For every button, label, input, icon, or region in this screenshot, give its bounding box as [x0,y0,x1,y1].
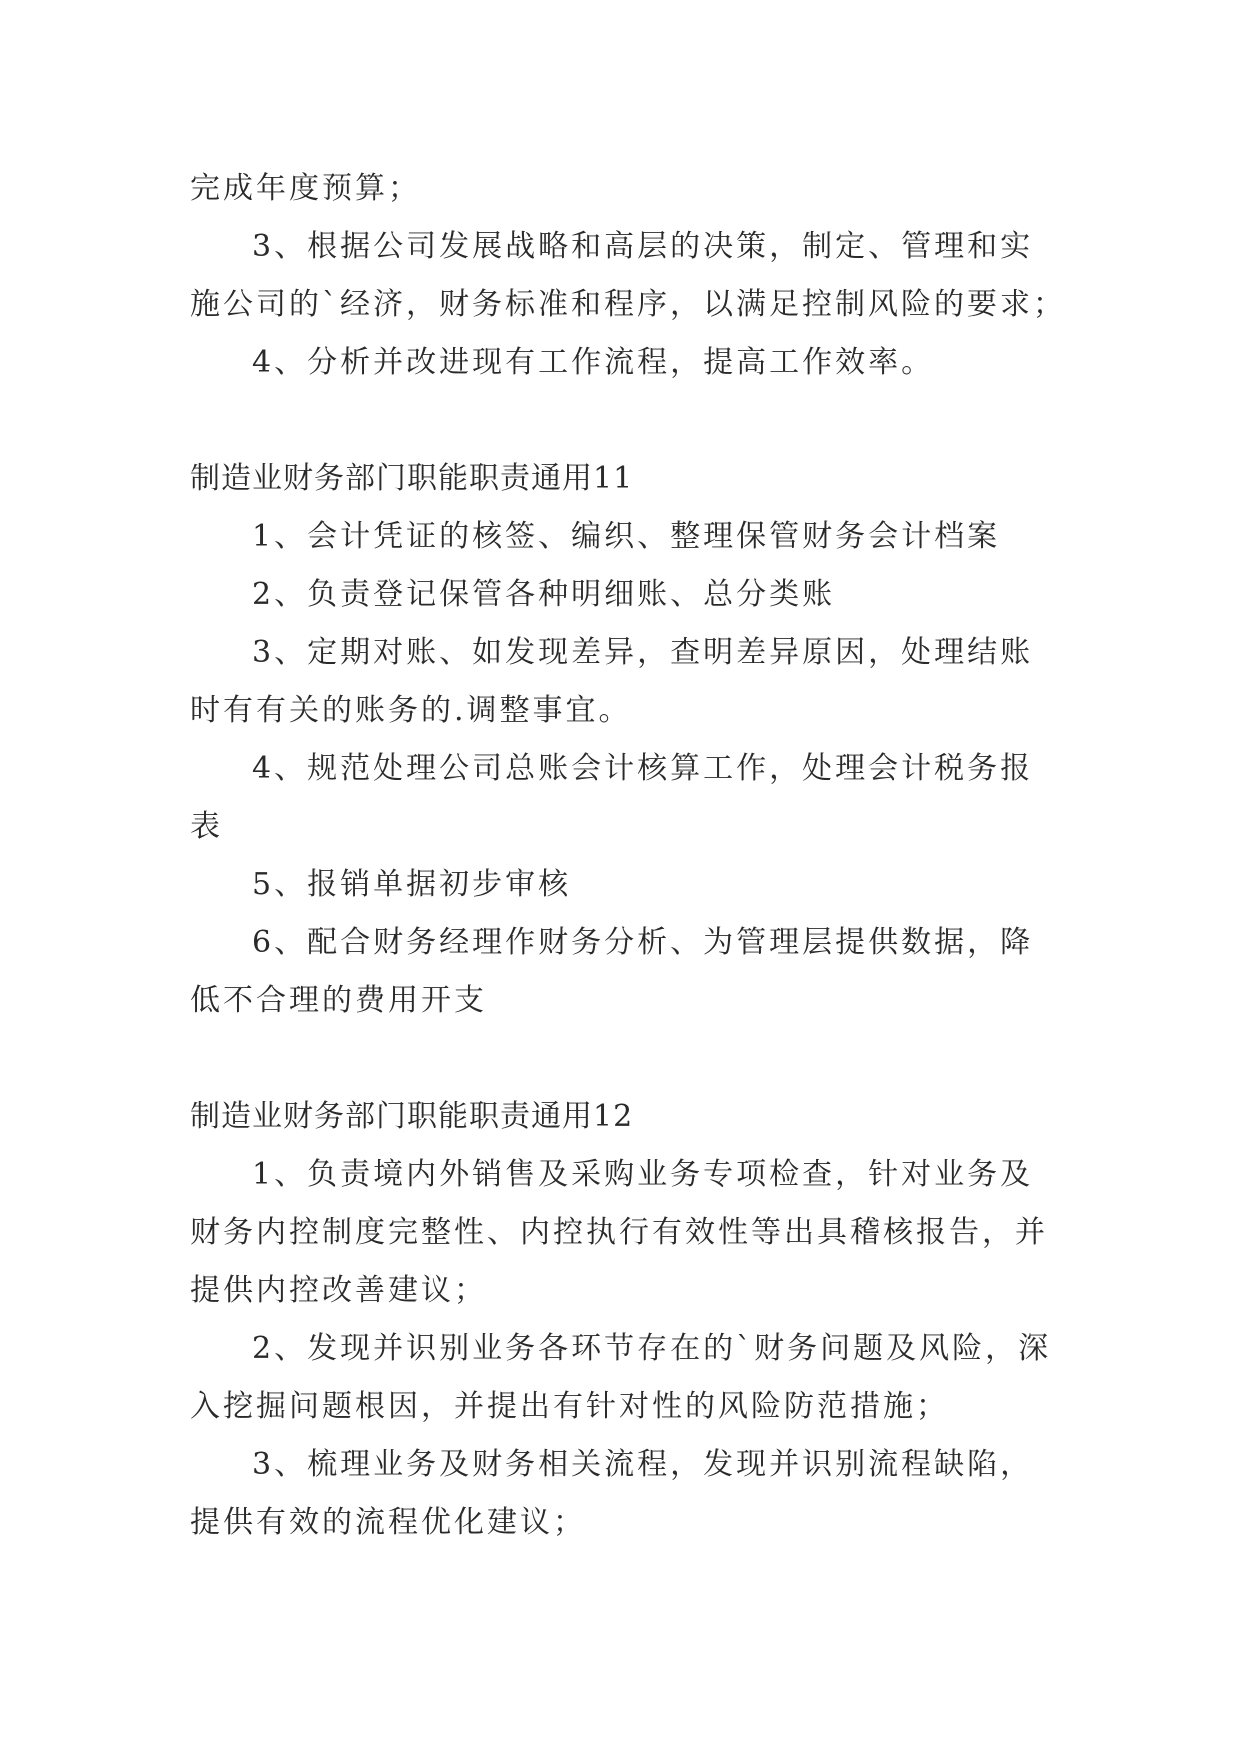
paragraph-line: 提供有效的流程优化建议； [190,1505,586,1540]
section-gap [190,1030,1060,1088]
paragraph-line: 完成年度预算； [190,171,421,206]
section-heading-11: 制造业财务部门职能职责通用11 [190,461,634,496]
paragraph-line: 3、根据公司发展战略和高层的决策，制定、管理和实 [252,229,1034,264]
paragraph-line: 4、规范处理公司总账会计核算工作，处理会计税务报 [252,751,1034,786]
paragraph-line: 2、发现并识别业务各环节存在的`财务问题及风险，深 [252,1331,1052,1366]
paragraph-line: 入挖掘问题根因，并提出有针对性的风险防范措施； [190,1389,949,1424]
paragraph-line: 表 [190,809,223,844]
paragraph-line: 6、配合财务经理作财务分析、为管理层提供数据，降 [252,925,1034,960]
paragraph-line: 时有有关的账务的.调整事宜。 [190,693,632,728]
paragraph-line: 财务内控制度完整性、内控执行有效性等出具稽核报告，并 [190,1215,1048,1250]
section-gap [190,392,1060,450]
paragraph-line: 3、定期对账、如发现差异，查明差异原因，处理结账 [252,635,1034,670]
paragraph-line: 4、分析并改进现有工作流程，提高工作效率。 [252,345,935,380]
paragraph-line: 3、梳理业务及财务相关流程，发现并识别流程缺陷， [252,1447,1034,1482]
paragraph-line: 2、负责登记保管各种明细账、总分类账 [252,577,836,612]
paragraph-line: 1、负责境内外销售及采购业务专项检查，针对业务及 [252,1157,1034,1192]
section-heading-12: 制造业财务部门职能职责通用12 [190,1099,634,1134]
paragraph-line: 低不合理的费用开支 [190,983,487,1018]
document-body [190,160,1066,1552]
paragraph-line: 施公司的`经济，财务标准和程序，以满足控制风险的要求； [190,287,1066,322]
paragraph-line: 1、会计凭证的核签、编织、整理保管财务会计档案 [252,519,1001,554]
paragraph-line: 5、报销单据初步审核 [252,867,572,902]
paragraph-line: 提供内控改善建议； [190,1273,487,1308]
